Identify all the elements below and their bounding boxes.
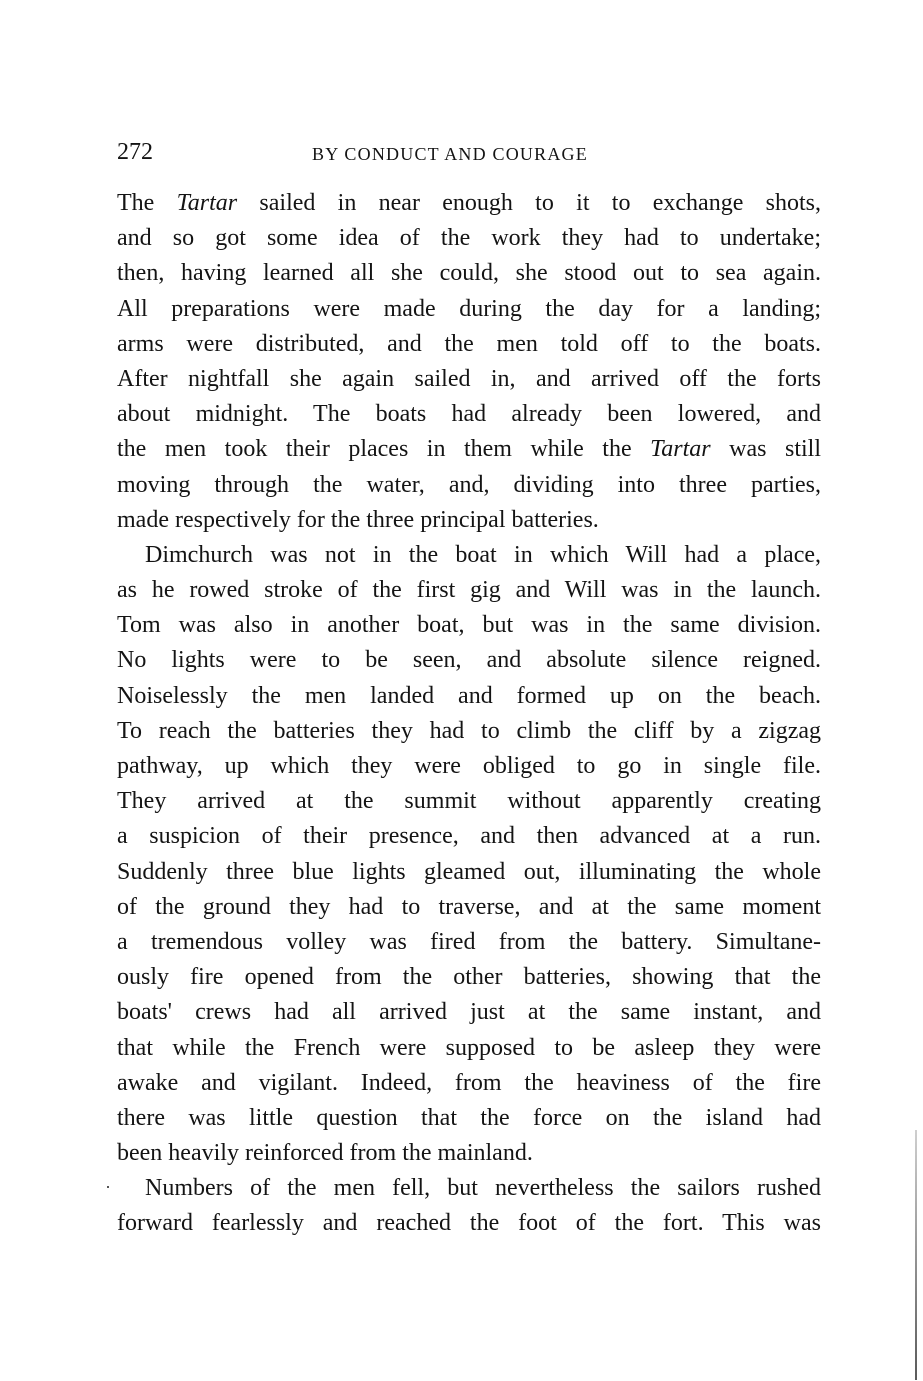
paragraph-3 — [117, 1171, 821, 1241]
scan-edge-line — [915, 1130, 917, 1380]
text-line: pathway, up which they were obliged to go in single file. — [117, 753, 821, 779]
text-line: Dimchurch was not in the boat in which Will had a place, — [145, 541, 821, 568]
text-line: been heavily reinforced from the mainland. — [117, 1140, 533, 1167]
paragraph-1 — [117, 186, 821, 538]
text-line: The Tartar sailed in near enough to it to exchange shots, — [117, 190, 821, 216]
text-line: a suspicion of their presence, and then advanced at a run. — [117, 823, 821, 850]
text-line: made respectively for the three principal batteries. — [117, 506, 599, 533]
text-line: of the ground they had to traverse, and at the same moment — [117, 893, 821, 920]
text-line: Noiselessly the men landed and formed up on the beach. — [117, 682, 821, 709]
text-line: Numbers of the men fell, but nevertheless the sailors rushed — [145, 1175, 821, 1202]
text-line: Suddenly three blue lights gleamed out, illuminating the whole — [117, 858, 821, 885]
text-line: To reach the batteries they had to climb the cliff by a zigzag — [117, 717, 821, 744]
text-line: All preparations were made during the day for a landing; — [117, 295, 821, 322]
ship-name-italic: Tartar — [650, 436, 711, 463]
text-line: about midnight. The boats had already been lowered, and — [117, 401, 821, 428]
text-line: ously fire opened from the other batteries, showing that the — [117, 964, 821, 991]
text-line: then, having learned all she could, she stood out to sea again. — [117, 260, 821, 287]
text-line: arms were distributed, and the men told off to the boats. — [117, 330, 821, 357]
text-line: No lights were to be seen, and absolute silence reigned. — [117, 647, 821, 674]
body-text — [117, 186, 821, 1242]
text-line: a tremendous volley was fired from the battery. Simultane- — [117, 928, 821, 955]
text-line: there was little question that the force on the island had — [117, 1104, 821, 1131]
text-line: that while the French were supposed to be asleep they were — [117, 1034, 821, 1061]
text-line: forward fearlessly and reached the foot of the fort. This was — [117, 1210, 821, 1237]
paragraph-2 — [117, 538, 821, 1171]
text-line: as he rowed stroke of the first gig and Will was in the launch. — [117, 577, 821, 604]
text-line: and so got some idea of the work they had to undertake; — [117, 225, 821, 252]
text-line: boats' crews had all arrived just at the same instant, and — [117, 999, 821, 1026]
page-number: 272 — [117, 139, 153, 165]
running-head — [117, 136, 821, 172]
text-line: moving through the water, and, dividing into three parties, — [117, 471, 821, 498]
running-title: BY CONDUCT AND COURAGE — [312, 144, 588, 164]
text-line: After nightfall she again sailed in, and arrived off the forts — [117, 365, 821, 392]
ship-name-italic: Tartar — [176, 190, 238, 216]
ink-speck — [107, 1186, 109, 1188]
text-line: the men took their places in them while the Tartar was still — [117, 436, 821, 463]
text-line: awake and vigilant. Indeed, from the heaviness of the fire — [117, 1069, 821, 1096]
text-line: Tom was also in another boat, but was in the same division. — [117, 612, 821, 639]
text-line: They arrived at the summit without apparently creating — [117, 788, 821, 815]
